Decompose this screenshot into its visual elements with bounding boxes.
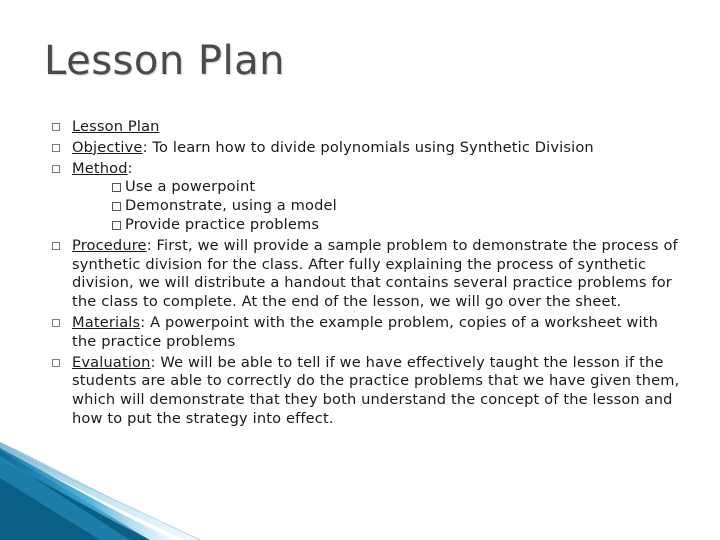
item-text: : A powerpoint with the example problem, copies of a worksheet with the practice problems (72, 313, 658, 350)
item-label: Method (72, 159, 128, 177)
slide-title: Lesson Plan (44, 38, 286, 84)
checkbox-bullet-icon (112, 202, 121, 211)
bullet-list (52, 118, 682, 431)
item-text: : (127, 159, 133, 177)
sub-item-text: Demonstrate, using a model (125, 197, 337, 215)
square-bullet-icon (52, 319, 60, 327)
square-bullet-icon (52, 242, 60, 250)
list-item (52, 314, 682, 352)
item-label: Materials (72, 313, 141, 331)
list-item (52, 139, 682, 158)
item-label: Evaluation (72, 353, 151, 371)
square-bullet-icon (52, 123, 60, 131)
sub-list-item (72, 216, 682, 235)
item-label: Objective (72, 138, 143, 156)
sub-list-item (72, 178, 682, 197)
square-bullet-icon (52, 165, 60, 173)
item-text: : We will be able to tell if we have effectively taught the lesson if the students are able to correctly do the practice problems that we have given them, which will demonstrate that they both understand the concept of the lesson and how to put the strategy into effect. (72, 353, 680, 427)
item-label: Lesson Plan (72, 118, 160, 135)
square-bullet-icon (52, 144, 60, 152)
item-label: Procedure (72, 236, 147, 254)
checkbox-bullet-icon (112, 183, 121, 192)
corner-swoosh-decoration (0, 420, 720, 540)
checkbox-bullet-icon (112, 221, 121, 230)
item-text: : First, we will provide a sample problem to demonstrate the process of synthetic division for the class. After fully explaining the process of synthetic division, we will distribute a handout that contains several practice problems for the class to complete. At the end of the lesson, we will go over the sheet. (72, 236, 678, 311)
item-text: : To learn how to divide polynomials using Synthetic Division (142, 138, 594, 156)
list-item (52, 354, 682, 429)
square-bullet-icon (52, 359, 60, 367)
sub-item-text: Use a powerpoint (125, 178, 256, 196)
list-item (52, 118, 682, 137)
sub-item-text: Provide practice problems (125, 215, 320, 233)
sub-list-item (72, 197, 682, 216)
list-item (52, 237, 682, 312)
list-item (52, 160, 682, 235)
